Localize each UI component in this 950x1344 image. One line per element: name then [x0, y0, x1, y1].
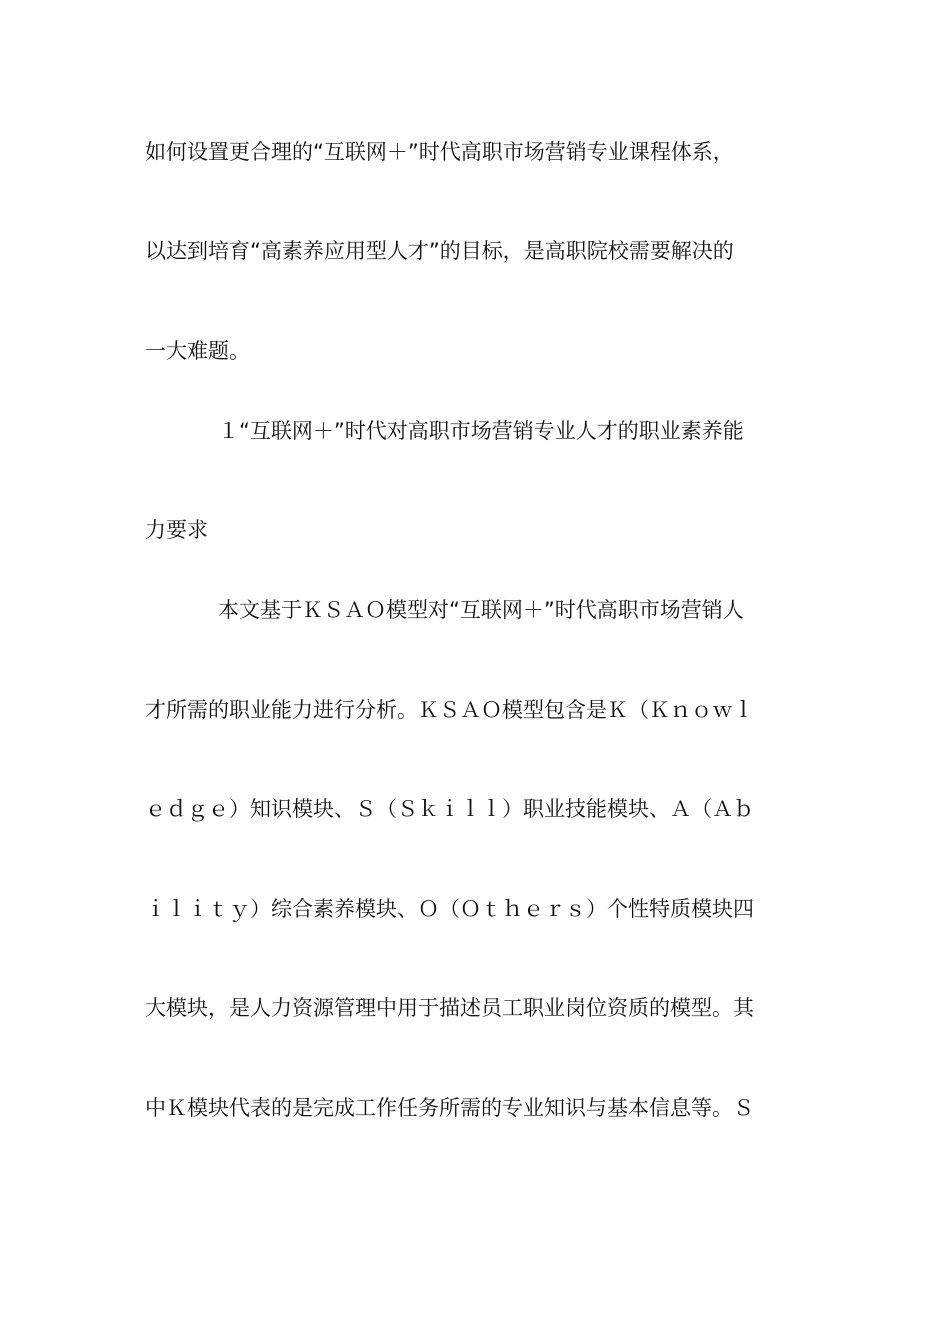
paragraph-line: 中Ｋ模块代表的是完成工作任务所需的专业知识与基本信息等。Ｓ	[145, 1096, 754, 1120]
paragraph-line: 以达到培育“高素养应用型人才”的目标，是高职院校需要解决的	[145, 239, 734, 263]
paragraph-line: 如何设置更合理的“互联网＋”时代高职市场营销专业课程体系，	[145, 140, 734, 164]
section-heading-line: １“互联网＋”时代对高职市场营销专业人才的职业素养能	[218, 419, 744, 443]
paragraph-line: ｉｌｉｔｙ）综合素养模块、Ｏ（Ｏｔｈｅｒｓ）个性特质模块四	[145, 897, 754, 921]
paragraph-line: 大模块，是人力资源管理中用于描述员工职业岗位资质的模型。其	[145, 996, 754, 1020]
paragraph-line: 本文基于ＫＳＡＯ模型对“互联网＋”时代高职市场营销人	[218, 598, 744, 622]
section-heading-line: 力要求	[145, 518, 208, 542]
paragraph-line: 一大难题。	[145, 339, 250, 363]
paragraph-line: 才所需的职业能力进行分析。ＫＳＡＯ模型包含是Ｋ（Ｋｎｏｗｌ	[145, 698, 754, 722]
paragraph-line: ｅｄｇｅ）知识模块、Ｓ（Ｓｋｉｌｌ）职业技能模块、Ａ（Ａｂ	[145, 797, 754, 821]
